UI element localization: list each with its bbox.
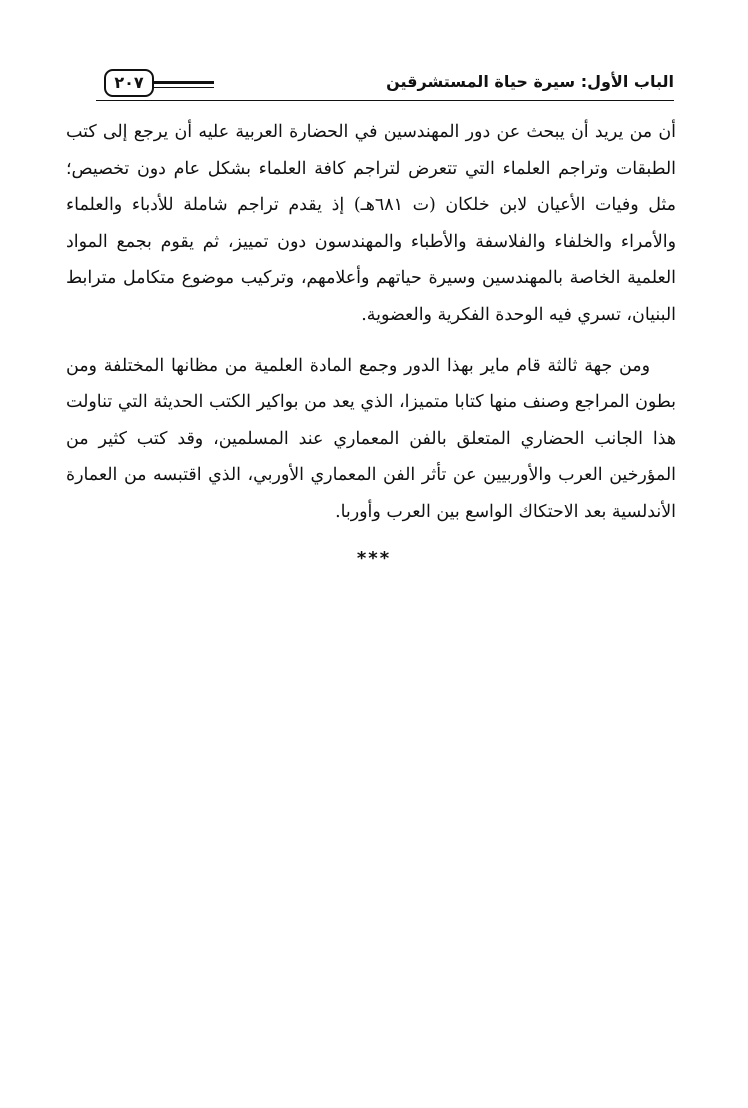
header-ornament-rule xyxy=(152,81,214,84)
page-header xyxy=(96,66,674,104)
paragraph-1: أن من يريد أن يبحث عن دور المهندسين في الحضارة العربية عليه أن يرجع إلى كتب الطبقات وتراجم العلماء التي تتعرض لتراجم كافة العلماء بشكل عام دون تخصيص؛ مثل وفيات الأعيان لابن خلكان (ت ٦٨١هـ) إذ يقدم تراجم شاملة للأدباء والعلماء والأمراء والخلفاء والفلاسفة والأطباء والمهندسون دون تمييز، ثم يقوم بجمع المواد العلمية الخاصة بالمهندسين وسيرة حياتهم وأعلامهم، وتركيب موضوع متكامل مترابط البنيان، تسري فيه الوحدة الفكرية والعضوية. xyxy=(66,122,676,325)
header-ornament-rule-thin xyxy=(152,87,214,88)
section-separator: *** xyxy=(356,548,392,569)
main-text xyxy=(66,114,676,531)
header-divider xyxy=(96,100,674,101)
page-number: ٢٠٧ xyxy=(104,69,154,97)
running-title: الباب الأول: سيرة حياة المستشرقين xyxy=(386,72,674,91)
paragraph-2: ومن جهة ثالثة قام ماير بهذا الدور وجمع المادة العلمية من مظانها المختلفة ومن بطون المراجع وصنف منها كتابا متميزا، الذي يعد من بواكير الكتب الحديثة التي تناولت هذا الجانب الحضاري المتعلق بالفن المعماري عند المسلمين، وقد كتب كثير من المؤرخين العرب والأوربيين عن تأثر الفن المعماري الأوربي، الذي اقتبسه من العمارة الأندلسية بعد الاحتكاك الواسع بين العرب وأوربا. xyxy=(66,355,676,522)
